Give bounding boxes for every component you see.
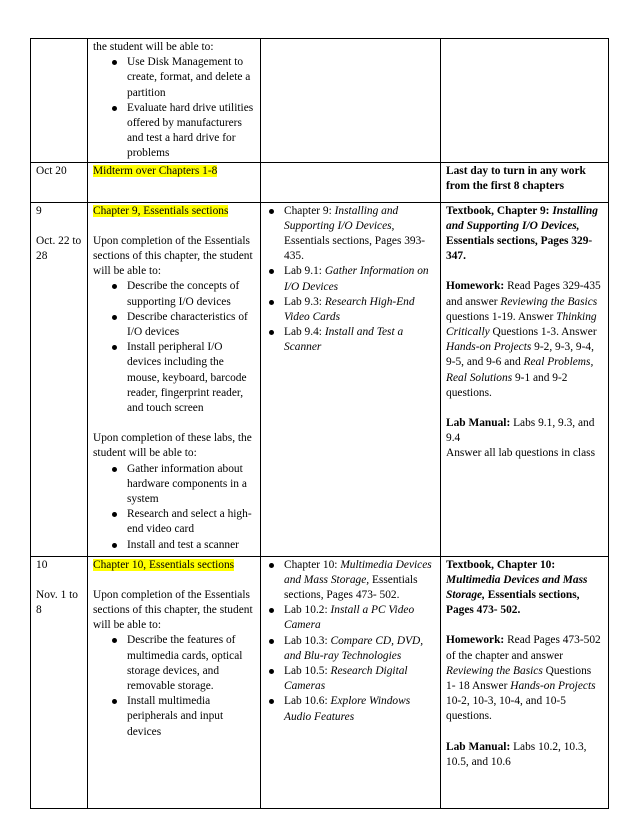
chapter-topic: Chapter 9, Essentials sections: [93, 204, 229, 217]
lab-title: Install a PC Video Camera: [284, 604, 415, 632]
homework-assignment: [446, 279, 603, 401]
lab-label: Lab 10.6:: [284, 695, 331, 708]
reading-title: Multimedia Devices and Mass Storage,: [284, 558, 432, 586]
lab-objectives-list: [93, 462, 255, 553]
lab-manual-text: Labs 10.2, 10.3, 10.5, and 10.6: [446, 740, 587, 768]
homework-text: Reviewing the Basics: [446, 664, 543, 677]
textbook-label: Textbook, Chapter 9:: [446, 204, 553, 217]
week-dates: Nov. 1 to 8: [36, 588, 78, 617]
lab-manual-text: Labs 9.1, 9.3, and 9.4: [446, 417, 595, 445]
lab-label: Lab 9.3:: [284, 295, 325, 308]
lab-manual-assignment: [446, 740, 603, 770]
lab-manual-label: Lab Manual:: [446, 417, 511, 430]
table-row: [31, 202, 609, 556]
lab-label: Lab 10.3:: [284, 634, 331, 647]
objectives-list: [93, 633, 255, 739]
homework-assignment: [446, 633, 603, 724]
list-item: Evaluate hard drive utilities offered by manufacturers and test a hard drive for problems: [127, 101, 255, 162]
midterm-note: Last day to turn in any work from the first 8 chapters: [446, 164, 586, 192]
lab-label: Lab 9.1:: [284, 265, 325, 278]
lab-questions-note: Answer all lab questions in class: [446, 447, 596, 460]
lab-label: Lab 10.2:: [284, 604, 331, 617]
objectives-list: [93, 55, 255, 161]
readings-cell: [261, 39, 441, 163]
lab-title: Compare CD, DVD, and Blu-ray Technologies: [284, 634, 424, 662]
textbook-pages: Essentials sections, Pages 329- 347.: [446, 235, 593, 263]
homework-text: Hands-on Projects: [510, 680, 596, 693]
homework-text: Read Pages 473-502 of the chapter and answer: [446, 634, 601, 662]
lab-title: Gather Information on I/O Devices: [284, 265, 429, 293]
list-item: Install and test a scanner: [127, 538, 255, 553]
list-item: [284, 664, 435, 694]
list-item: Describe the concepts of supporting I/O devices: [127, 279, 255, 309]
reading-title: Installing and Supporting I/O Devices,: [284, 204, 399, 232]
textbook-title: Multimedia Devices and Mass Storage,: [446, 573, 588, 602]
readings-list: [266, 558, 435, 725]
readings-cell: [261, 556, 441, 808]
homework-text: Reviewing the Basics: [500, 295, 598, 308]
objectives-cell: [88, 39, 261, 163]
homework-text: Questions 1- 18 Answer: [446, 664, 592, 693]
list-item: [284, 558, 435, 604]
objectives-cell: [88, 202, 261, 556]
labs-intro: Upon completion of these labs, the student will be able to:: [93, 432, 252, 460]
assignments-cell: [441, 162, 609, 202]
lab-label: Lab 9.4:: [284, 326, 325, 339]
week-cell: [31, 202, 88, 556]
homework-label: Homework:: [446, 634, 505, 647]
homework-text: 9-2, 9-3, 9-4, 9-5, and 9-6 and: [446, 341, 594, 369]
lab-label: Lab 10.5:: [284, 665, 331, 678]
homework-text: 9-1 and 9-2 questions.: [446, 371, 568, 399]
homework-text: Questions 1-3. Answer: [489, 326, 597, 339]
objectives-intro: the student will be able to:: [93, 41, 214, 53]
table-row: [31, 556, 609, 808]
homework-label: Homework:: [446, 280, 505, 293]
list-item: [284, 694, 435, 724]
date-cell: [31, 162, 88, 202]
objectives-intro: Upon completion of the Essentials sections of this chapter, the student will be able to:: [93, 588, 253, 632]
textbook-assignment: [446, 204, 603, 265]
week-number: 10: [36, 558, 48, 571]
chapter-topic: Chapter 10, Essentials sections: [93, 558, 235, 571]
homework-text: questions 1-19. Answer: [446, 310, 557, 323]
textbook-title: Installing and Supporting I/O Devices,: [446, 204, 598, 232]
homework-text: Thinking Critically: [446, 310, 597, 339]
assignments-cell: [441, 556, 609, 808]
reading-pages: Essentials sections, Pages 393- 435.: [284, 235, 426, 263]
reading-label: Chapter 9:: [284, 204, 335, 217]
objectives-intro: Upon completion of the Essentials sections of this chapter, the student will be able to:: [93, 234, 253, 278]
list-item: Describe characteristics of I/O devices: [127, 310, 255, 340]
homework-text: Hands-on Projects: [446, 341, 532, 354]
assignments-cell: [441, 39, 609, 163]
textbook-pages: Essentials sections, Pages 473- 502.: [446, 589, 580, 617]
homework-text: Read Pages 329-435 and answer: [446, 280, 601, 308]
lab-title: Research Digital Cameras: [284, 665, 408, 693]
textbook-label: Textbook, Chapter 10:: [446, 558, 556, 571]
reading-label: Chapter 10:: [284, 558, 341, 571]
homework-text: Real Problems, Real Solutions: [446, 356, 594, 384]
table-row: [31, 39, 609, 163]
list-item: [284, 264, 435, 294]
midterm-topic: Midterm over Chapters 1-8: [93, 164, 218, 177]
week-cell: [31, 556, 88, 808]
assignments-cell: [441, 202, 609, 556]
schedule-table: [30, 38, 609, 809]
readings-cell: [261, 202, 441, 556]
readings-cell: [261, 162, 441, 202]
objectives-cell: [88, 556, 261, 808]
lab-title: Research High-End Video Cards: [284, 295, 415, 324]
objectives-list: [93, 279, 255, 416]
week-number: 9: [36, 204, 42, 217]
homework-text: 10-2, 10-3, 10-4, and 10-5 questions.: [446, 695, 566, 723]
list-item: [284, 295, 435, 325]
list-item: Install peripheral I/O devices including the mouse, keyboard, barcode reader, fingerprint reader, and touch screen: [127, 340, 255, 416]
lab-title: Install and Test a Scanner: [284, 326, 404, 354]
reading-pages: Essentials sections, Pages 473- 502.: [284, 573, 418, 602]
list-item: [284, 603, 435, 633]
topic-cell: [88, 162, 261, 202]
lab-title: Explore Windows Audio Features: [284, 695, 411, 723]
list-item: [284, 325, 435, 355]
textbook-assignment: [446, 558, 603, 619]
list-item: Research and select a high-end video card: [127, 507, 255, 537]
table-row: [31, 162, 609, 202]
midterm-date: Oct 20: [36, 164, 67, 177]
list-item: Install multimedia peripherals and input devices: [127, 694, 255, 740]
list-item: Describe the features of multimedia cards, optical storage devices, and removable storage.: [127, 633, 255, 694]
lab-manual-assignment: [446, 416, 603, 446]
week-dates: Oct. 22 to 28: [36, 234, 82, 263]
list-item: [284, 634, 435, 664]
list-item: [284, 204, 435, 265]
list-item: Use Disk Management to create, format, and delete a partition: [127, 55, 255, 101]
readings-list: [266, 204, 435, 356]
week-cell: [31, 39, 88, 163]
lab-manual-label: Lab Manual:: [446, 740, 511, 753]
list-item: Gather information about hardware components in a system: [127, 462, 255, 508]
